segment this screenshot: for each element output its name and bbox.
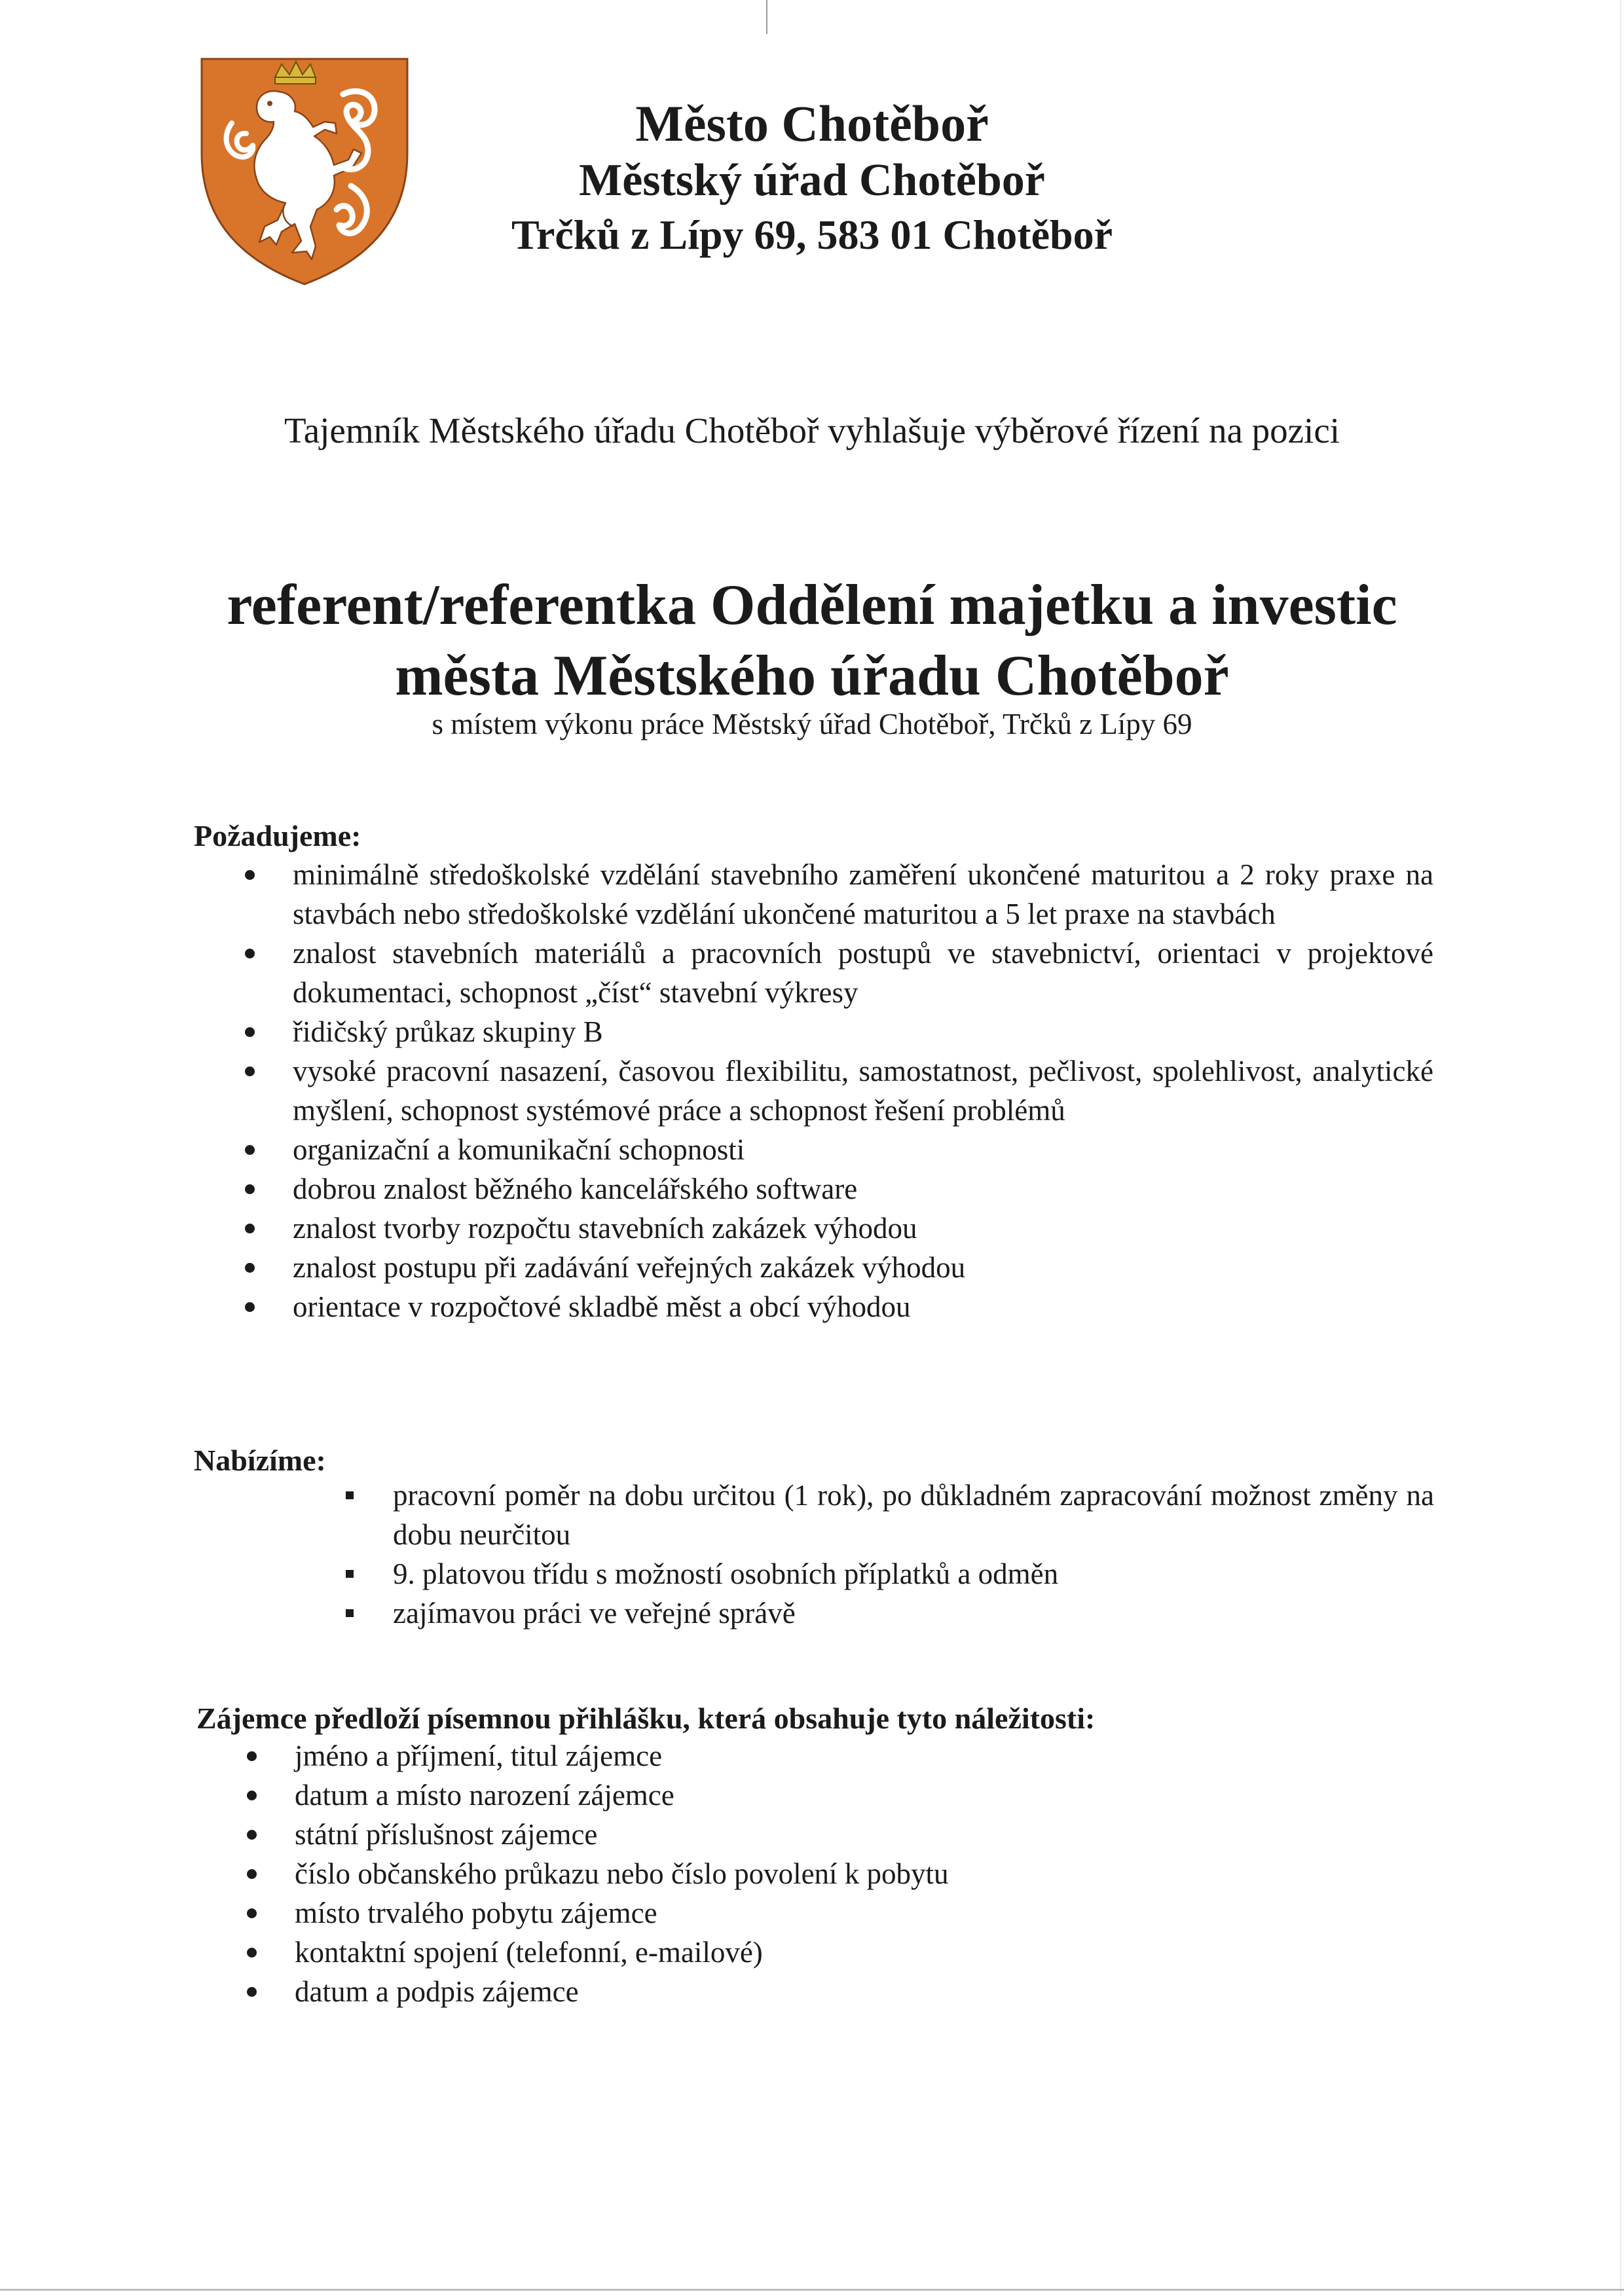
application-heading: Zájemce předloží písemnou přihlášku, která obsahuje tyto náležitosti: [196, 1702, 1096, 1735]
city-name: Město Chotěboř [635, 95, 989, 152]
offer-heading: Nabízíme: [194, 1444, 326, 1477]
list-item: místo trvalého pobytu zájemce [295, 1893, 1342, 1933]
list-item: datum a podpis zájemce [295, 1972, 1342, 2011]
list-item: znalost stavebních materiálů a pracovních postupů ve stavebnictví, orientaci v projektové dokumentaci, schopnost „číst“ stavební výkresy [293, 934, 1433, 1012]
list-item: pracovní poměr na dobu určitou (1 rok), po důkladném zapracování možnost změny na dobu neurčitou [393, 1476, 1434, 1554]
list-item: datum a místo narození zájemce [295, 1776, 1342, 1815]
scan-edge-bottom [0, 2289, 1624, 2291]
position-title-line2: města Městského úřadu Chotěboř [395, 644, 1229, 708]
office-address: Trčků z Lípy 69, 583 01 Chotěboř [511, 211, 1113, 258]
list-item: dobrou znalost běžného kancelářského software [293, 1169, 1433, 1209]
requirements-heading: Požadujeme: [194, 819, 361, 852]
scan-edge-right [1620, 0, 1621, 2296]
list-item: číslo občanského průkazu nebo číslo povolení k pobytu [295, 1854, 1342, 1893]
list-item: minimálně středoškolské vzdělání stavebního zaměření ukončené maturitou a 2 roky praxe na stavbách nebo středoškolské vzdělání ukončené maturitou a 5 let praxe na stavbách [293, 855, 1433, 934]
application-requirements-list [295, 1736, 1342, 2011]
announcement-text: Tajemník Městského úřadu Chotěboř vyhlašuje výběrové řízení na pozici [284, 410, 1340, 450]
offer-list [393, 1476, 1434, 1633]
list-item: státní příslušnost zájemce [295, 1815, 1342, 1854]
list-item: orientace v rozpočtové skladbě měst a obcí výhodou [293, 1287, 1433, 1326]
list-item: 9. platovou třídu s možností osobních příplatků a odměn [393, 1554, 1434, 1594]
list-item: vysoké pracovní nasazení, časovou flexibilitu, samostatnost, pečlivost, spolehlivost, analytické myšlení, schopnost systémové práce a schopnost řešení problémů [293, 1051, 1433, 1130]
list-item: kontaktní spojení (telefonní, e-mailové) [295, 1933, 1342, 1972]
list-item: řidičský průkaz skupiny B [293, 1012, 1433, 1051]
list-item: zajímavou práci ve veřejné správě [393, 1594, 1434, 1633]
list-item: znalost postupu při zadávání veřejných zakázek výhodou [293, 1248, 1433, 1287]
workplace-text: s místem výkonu práce Městský úřad Chotěboř, Trčků z Lípy 69 [432, 708, 1192, 740]
position-title-line1: referent/referentka Oddělení majetku a investic [227, 574, 1397, 637]
list-item: znalost tvorby rozpočtu stavebních zakázek výhodou [293, 1209, 1433, 1248]
requirements-list [293, 855, 1433, 1326]
scan-artifact-line [766, 0, 767, 34]
list-item: jméno a příjmení, titul zájemce [295, 1736, 1342, 1776]
coat-of-arms-icon [196, 55, 413, 288]
list-item: organizační a komunikační schopnosti [293, 1130, 1433, 1169]
office-name: Městský úřad Chotěboř [579, 155, 1045, 206]
